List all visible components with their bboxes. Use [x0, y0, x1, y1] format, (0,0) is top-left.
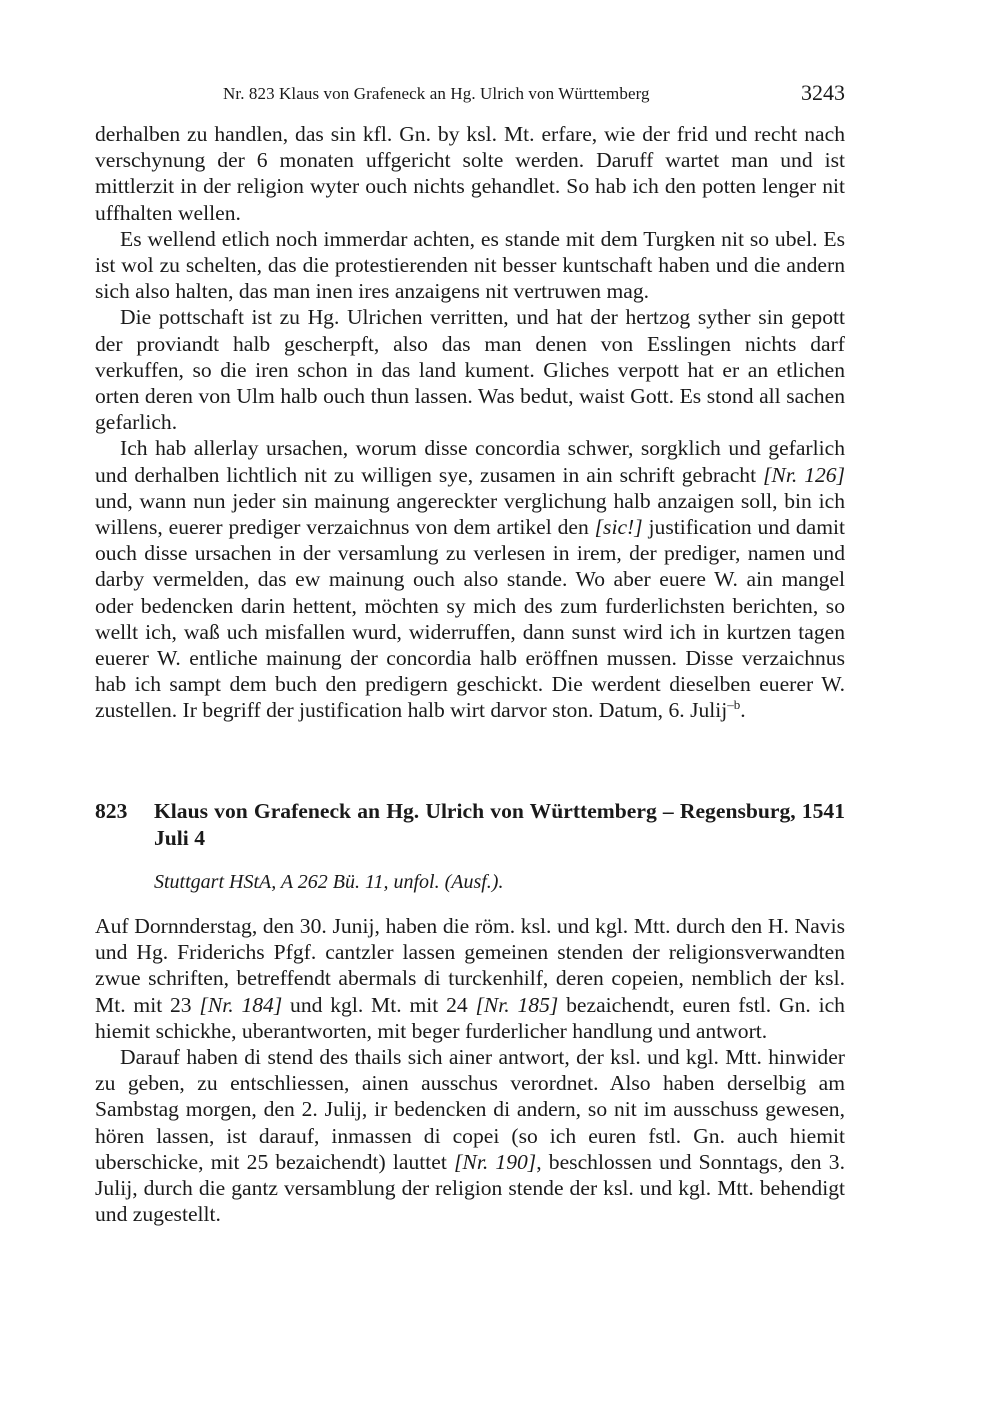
cross-reference: [Nr. 126]	[763, 462, 845, 487]
text-span: Ich hab allerlay ursachen, worum disse concordia schwer, sorgklich und gefarlich und derhalben lichtlich nit zu willigen sye, zusamen in ain schrift gebracht	[95, 436, 845, 487]
paragraph	[95, 913, 845, 1044]
text-span: .	[740, 698, 746, 723]
text-span: Auf Dornnderstag, den 30. Junij, haben die röm. ksl. und kgl. Mtt. durch den H. Navis und Hg. Friderichs Pfgf. cantzler lassen gemeinen stenden der religionsverwandten zwue schriften, betreffendt abermals di turckenhilf, deren copeien, nemblich der ksl. Mt. mit 23	[95, 914, 845, 1017]
running-title: Nr. 823 Klaus von Grafeneck an Hg. Ulrich von Württemberg	[223, 84, 650, 103]
text-span: Darauf haben di stend des thails sich ainer antwort, der ksl. und kgl. Mtt. hinwider zu geben, zu entschliessen, ainen ausschus verordnet. Also haben derselbig am Sambstag morgen, den 2. Julij, ir bedencken di andern, so nit im ausschuss gewesen, hören lassen, ist darauf, inmassen di copei (so ich euren fstl. Gn. auch hiemit uberschicke, mit 25 bezaichendt) lauttet	[95, 1045, 845, 1174]
text-span: bezaichendt, euren fstl. Gn. ich hiemit schickhe, uberantworten, mit beger furderlicher handlung und antwort.	[95, 992, 845, 1043]
paragraph: Die pottschaft ist zu Hg. Ulrichen verritten, und hat der hertzog syther sin gepott der proviandt halb gescherpft, also das man denen von Esslingen nichts darf verkuffen, so die iren schon in das land kument. Gliches verpott hat er an etlichen orten deren von Ulm halb ouch thun lassen. Was bedut, waist Gott. Es stond all sachen gefarlich.	[95, 305, 845, 435]
text-span: und kgl. Mt. mit 24	[282, 992, 476, 1017]
paragraph: Es wellend etlich noch immerdar achten, es stande mit dem Turgken nit so ubel. Es ist wol zu schelten, das die protestierenden nit besser kuntschaft haben und die andern sich also halten, das man inen ires anzaigens nit vertruwen mag.	[95, 226, 845, 304]
paragraph	[95, 1044, 845, 1227]
text-span: justification und damit ouch disse ursachen in der versamlung zu verlesen in irem, der prediger, namen und darby vermelden, das ew mainung ouch also stande. Wo aber euere W. ain mangel oder bedencken darin hettent, möchten sy mich des zum furderlichsten berichten, so wellt ich, waß uch misfallen wurd, widerruffen, dann sunst wird ich in kurtzen tagen euerer W. entliche mainung der concordia halb eröffnen mussen. Disse verzaichnus hab ich sampt dem buch den predigern geschickt. Die werdent dieselben euerer W. zustellen. Ir begriff der justification halb wirt darvor ston. Datum, 6. Julij	[95, 515, 845, 723]
entry-number: 823	[95, 799, 128, 823]
source-citation: Stuttgart HStA, A 262 Bü. 11, unfol. (Ausf.).	[154, 871, 504, 893]
text-span: und, wann nun jeder sin mainung angereckter verglichung halb anzaigen soll, bin ich willens, euerer prediger verzaichnus von dem artikel den	[95, 488, 845, 540]
paragraph: derhalben zu handlen, das sin kfl. Gn. by ksl. Mt. erfare, wie der frid und recht nach verschynung der 6 monaten uffgericht solte werden. Daruff wartet man und ist mittlerzit in der religion wyter ouch nichts gehandlet. So hab ich den potten lenger nit uffhalten wellen.	[95, 122, 845, 225]
paragraph	[95, 435, 845, 723]
previous-letter-continuation	[95, 121, 845, 724]
entry-heading	[95, 798, 845, 851]
footnote-marker: –b	[727, 697, 741, 713]
running-header	[95, 80, 845, 110]
letter-body	[95, 913, 845, 1227]
entry-title: Klaus von Grafeneck an Hg. Ulrich von Württemberg – Regensburg, 1541 Juli 4	[154, 799, 845, 850]
cross-reference: [Nr. 185]	[475, 992, 559, 1017]
cross-reference: [Nr. 184]	[199, 992, 283, 1017]
page-number: 3243	[801, 80, 845, 105]
cross-reference: [Nr. 190]	[454, 1149, 537, 1174]
editorial-note: [sic!]	[594, 515, 643, 540]
text-span: , beschlossen und Sonntags, den 3. Julij, durch die gantz versamblung der religion stende der ksl. und kgl. Mtt. behendigt und zugestellt.	[95, 1149, 845, 1227]
